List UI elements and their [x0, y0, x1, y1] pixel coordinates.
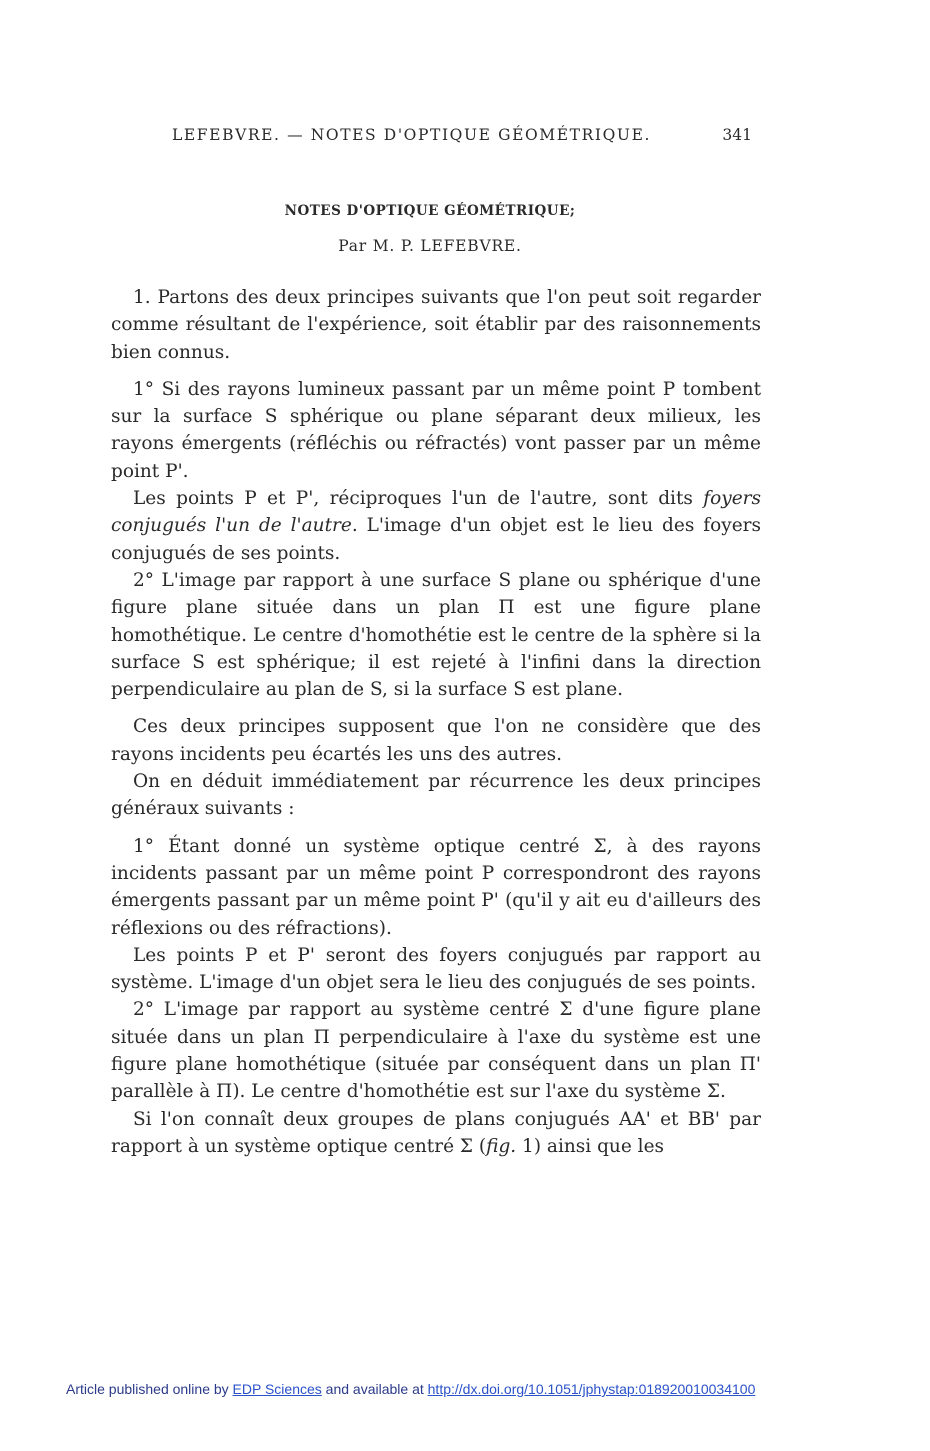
paragraph-10: [111, 1106, 761, 1161]
paragraph-9: 2° L'image par rapport au système centré Σ d'une figure plane située dans un plan Π perpendiculaire à l'axe du système est une figure plane homothétique (située par conséquent dans un plan Π' parallèle à Π). Le centre d'homothétie est sur l'axe du système Σ.: [111, 999, 761, 1103]
paragraph-5: Ces deux principes supposent que l'on ne considère que des rayons incidents peu écartés les uns des autres.: [111, 716, 761, 765]
article-byline: Par M. P. LEFEBVRE.: [338, 237, 522, 255]
article-title: NOTES D'OPTIQUE GÉOMÉTRIQUE;: [284, 203, 576, 219]
paragraph-3: [111, 485, 761, 567]
paragraph-10-text-a: Si l'on connaît deux groupes de plans conjugués AA' et BB' par rapport à un système optique centré Σ (: [111, 1108, 761, 1157]
publisher-link[interactable]: EDP Sciences: [232, 1381, 322, 1397]
paragraph-1: 1. Partons des deux principes suivants que l'on peut soit regarder comme résultant de l'expérience, soit établir par des raisonnements bien connus.: [111, 287, 761, 363]
footer-middle: and available at: [321, 1381, 428, 1397]
running-head-title: LEFEBVRE. — NOTES D'OPTIQUE GÉOMÉTRIQUE.: [172, 126, 652, 144]
paragraph-2: 1° Si des rayons lumineux passant par un même point P tombent sur la surface S sphérique ou plane séparant deux milieux, les rayons émergents (réfléchis ou réfractés) vont passer par un même point P'.: [111, 378, 761, 482]
article-body: [111, 284, 761, 1160]
running-head: [172, 126, 752, 144]
paragraph-3-text-a: Les points P et P', réciproques l'un de l'autre, sont dits: [133, 488, 704, 510]
paragraph-10-emphasis: fig.: [486, 1135, 517, 1157]
paragraph-7: 1° Étant donné un système optique centré Σ, à des rayons incidents passant par un même point P correspondront des rayons émergents passant par un même point P' (qu'il y ait eu d'ailleurs des réflexions ou des réfractions).: [111, 835, 761, 939]
paragraph-3-emphasis: foyers conjugués l'un de l'autre: [111, 488, 761, 537]
footer-prefix: Article published online by: [66, 1381, 233, 1397]
paragraph-8: Les points P et P' seront des foyers conjugués par rapport au système. L'image d'un objet sera le lieu des conjugués de ses points.: [111, 944, 761, 994]
page-number: 341: [722, 126, 752, 144]
paragraph-10-text-b: 1) ainsi que les: [516, 1135, 665, 1157]
paragraph-4: 2° L'image par rapport à une surface S plane ou sphérique d'une figure plane située dans un plan Π est une figure plane homothétique. Le centre d'homothétie est le centre de la sphère si la surface S est sphérique; il est rejeté à l'infini dans la direction perpendiculaire au plan de S, si la surface S est plane.: [111, 569, 761, 701]
paragraph-3-text-b: . L'image d'un objet est le lieu des foyers conjugués de ses points.: [111, 515, 761, 564]
publication-footer: [66, 1381, 886, 1397]
paragraph-6: On en déduit immédiatement par récurrence les deux principes généraux suivants :: [111, 771, 761, 820]
doi-link[interactable]: http://dx.doi.org/10.1051/jphystap:018920010034100: [427, 1381, 756, 1397]
